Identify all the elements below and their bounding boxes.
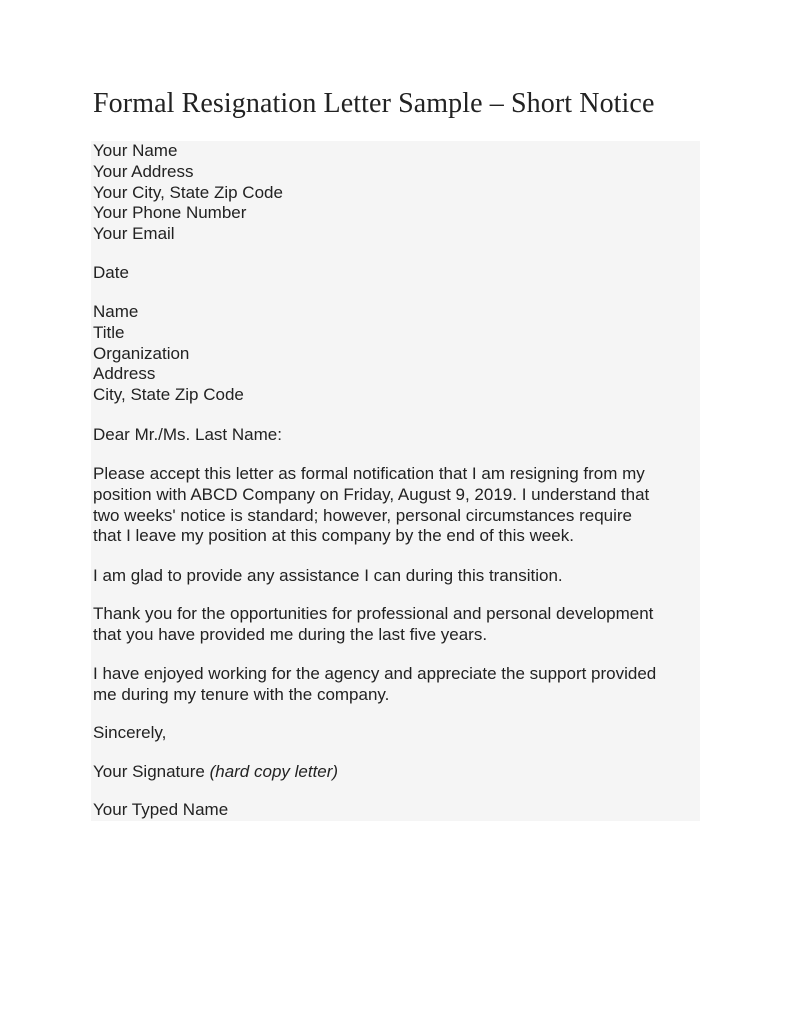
signature-label: Your Signature bbox=[93, 762, 210, 781]
sender-name: Your Name bbox=[93, 141, 178, 160]
recipient-name: Name bbox=[93, 302, 139, 321]
recipient-title: Title bbox=[93, 322, 125, 342]
recipient-city-state-zip: City, State Zip Code bbox=[93, 385, 244, 405]
body-paragraph-1 bbox=[93, 464, 698, 547]
paragraph-line: me during my tenure with the company. bbox=[93, 684, 390, 704]
recipient-block bbox=[93, 302, 244, 406]
letter-template-box bbox=[91, 141, 700, 821]
typed-name: Your Typed Name bbox=[93, 800, 229, 819]
body-paragraph-4 bbox=[93, 664, 698, 706]
signature-line bbox=[93, 762, 338, 783]
sender-address: Your Address bbox=[93, 161, 194, 181]
body-paragraph-2 bbox=[93, 566, 698, 587]
typed-name-line bbox=[93, 800, 228, 821]
closing-text: Sincerely, bbox=[93, 723, 167, 742]
paragraph-line: position with ABCD Company on Friday, August 9, 2019. I understand that bbox=[93, 484, 650, 504]
paragraph-line: Please accept this letter as formal notification that I am resigning from my bbox=[93, 464, 645, 483]
paragraph-line: two weeks' notice is standard; however, personal circumstances require bbox=[93, 505, 633, 525]
sender-city-state-zip: Your City, State Zip Code bbox=[93, 182, 283, 202]
paragraph-line: that I leave my position at this company by the end of this week. bbox=[93, 526, 574, 546]
body-paragraph-3 bbox=[93, 604, 698, 646]
paragraph-line: that you have provided me during the last five years. bbox=[93, 624, 488, 644]
salutation-text: Dear Mr./Ms. Last Name: bbox=[93, 425, 282, 444]
page-title: Formal Resignation Letter Sample – Short Notice bbox=[93, 88, 655, 119]
date-line bbox=[93, 263, 129, 284]
signature-note: (hard copy letter) bbox=[209, 762, 339, 781]
paragraph-line: I have enjoyed working for the agency and appreciate the support provided bbox=[93, 664, 657, 683]
sender-phone: Your Phone Number bbox=[93, 203, 247, 223]
closing bbox=[93, 723, 166, 744]
date: Date bbox=[93, 263, 129, 282]
recipient-organization: Organization bbox=[93, 343, 190, 363]
paragraph-line: I am glad to provide any assistance I can during this transition. bbox=[93, 566, 563, 585]
sender-email: Your Email bbox=[93, 224, 175, 244]
salutation bbox=[93, 425, 282, 446]
sender-block bbox=[93, 141, 283, 245]
signature bbox=[93, 762, 338, 783]
recipient-address: Address bbox=[93, 364, 156, 384]
paragraph-line: Thank you for the opportunities for professional and personal development bbox=[93, 604, 654, 623]
